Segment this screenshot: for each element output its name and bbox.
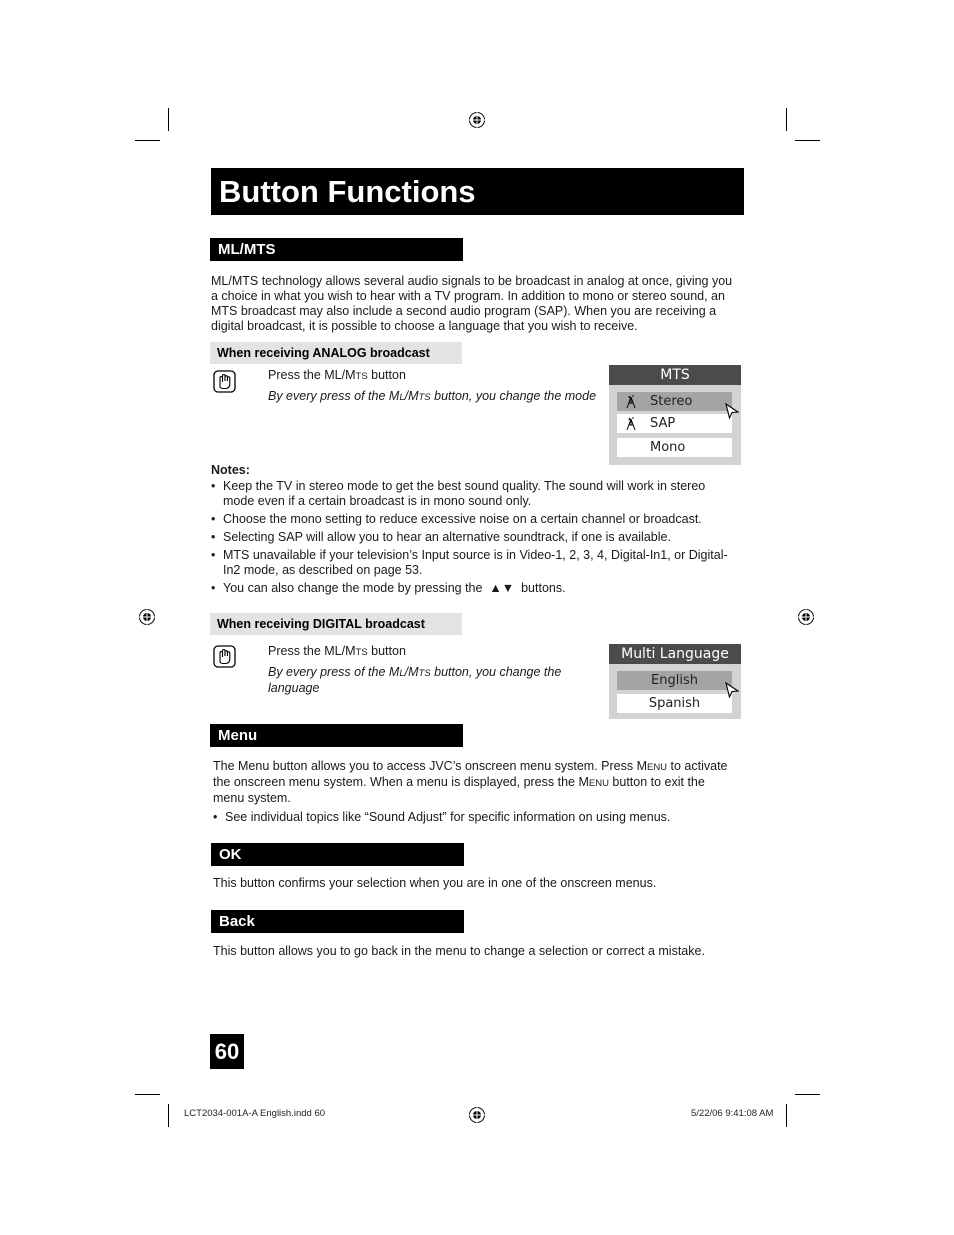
digital-step: Press the ML/MTS button xyxy=(268,644,406,658)
osd-mts-item-mono[interactable]: Mono xyxy=(617,438,732,457)
osd-language-item-spanish[interactable]: Spanish xyxy=(617,694,732,713)
hand-press-icon xyxy=(213,368,237,394)
osd-language-title: Multi Language xyxy=(609,644,741,664)
menu-bullets xyxy=(213,810,738,828)
crop-mark xyxy=(135,1094,160,1095)
mlmts-intro: ML/MTS technology allows several audio signals to be broadcast in analog at once, giving you a choice in what you wish to hear with a TV program. In addition to mono or stereo sound, an MTS broadcast may also include a second audio program (SAP). When you are receiving a digital broadcast, it is possible to choose a language that you wish to receive. xyxy=(211,274,733,333)
section-heading-ok: OK xyxy=(211,843,464,866)
section-heading-menu: Menu xyxy=(210,724,463,747)
back-description: This button allows you to go back in the menu to change a selection or correct a mistake. xyxy=(213,944,705,958)
crop-mark xyxy=(135,140,160,141)
osd-mts-menu xyxy=(609,365,741,465)
registration-mark-icon xyxy=(468,111,486,129)
osd-mts-item-sap[interactable]: SAP xyxy=(617,414,732,433)
osd-language-menu xyxy=(609,644,741,719)
crop-mark xyxy=(168,108,169,131)
crop-mark xyxy=(786,108,787,131)
notes-list xyxy=(211,479,731,599)
registration-mark-icon xyxy=(797,608,815,626)
crop-mark xyxy=(795,1094,820,1095)
subheading-digital: When receiving DIGITAL broadcast xyxy=(210,613,462,635)
footer-file: LCT2034-001A-A English.indd 60 xyxy=(184,1108,326,1119)
crop-mark xyxy=(795,140,820,141)
ok-description: This button confirms your selection when you are in one of the onscreen menus. xyxy=(213,876,657,890)
list-item: • You can also change the mode by pressing the ▲▼ buttons. xyxy=(211,581,731,596)
crop-mark xyxy=(168,1104,169,1127)
notes-label: Notes: xyxy=(211,463,250,477)
list-item: • Keep the TV in stereo mode to get the best sound quality. The sound will work in stereo mode even if a certain broadcast is in mono sound only. xyxy=(211,479,731,509)
list-item: • See individual topics like “Sound Adjust” for specific information on using menus. xyxy=(213,810,738,825)
digital-step-note: By every press of the ML/MTS button, you change the language xyxy=(268,665,562,695)
osd-language-item-english[interactable]: English xyxy=(617,671,732,690)
up-down-arrows-icon: ▲▼ xyxy=(489,581,515,595)
analog-step: Press the ML/MTS button xyxy=(268,368,406,382)
list-item: • MTS unavailable if your television’s Input source is in Video-1, 2, 3, 4, Digital-In1, or Digital-In2 mode, as described on page 53. xyxy=(211,548,731,578)
list-item: • Selecting SAP will allow you to hear an alternative soundtrack, if one is available. xyxy=(211,530,731,545)
osd-mts-title: MTS xyxy=(609,365,741,385)
pointer-arrow-icon xyxy=(725,682,739,698)
registration-mark-icon xyxy=(468,1106,486,1124)
page-number: 60 xyxy=(210,1034,244,1069)
page-title: Button Functions xyxy=(211,168,744,215)
footer-date: 5/22/06 9:41:08 AM xyxy=(691,1108,774,1119)
stereo-speaker-icon xyxy=(624,416,638,431)
pointer-arrow-icon xyxy=(725,403,739,419)
section-heading-mlmts: ML/MTS xyxy=(210,238,463,261)
osd-mts-item-stereo[interactable]: Stereo xyxy=(617,392,732,411)
subheading-analog: When receiving ANALOG broadcast xyxy=(210,342,462,364)
list-item: • Choose the mono setting to reduce excessive noise on a certain channel or broadcast. xyxy=(211,512,731,527)
menu-description: The Menu button allows you to access JVC’s onscreen menu system. Press MENU to activate the onscreen menu system. When a menu is displayed, press the MENU button to exit the menu system. xyxy=(213,759,728,805)
analog-step-note: By every press of the ML/MTS button, you change the mode xyxy=(268,389,597,403)
crop-mark xyxy=(786,1104,787,1127)
stereo-speaker-icon xyxy=(624,394,638,409)
section-heading-back: Back xyxy=(211,910,464,933)
hand-press-icon xyxy=(213,643,237,669)
registration-mark-icon xyxy=(138,608,156,626)
